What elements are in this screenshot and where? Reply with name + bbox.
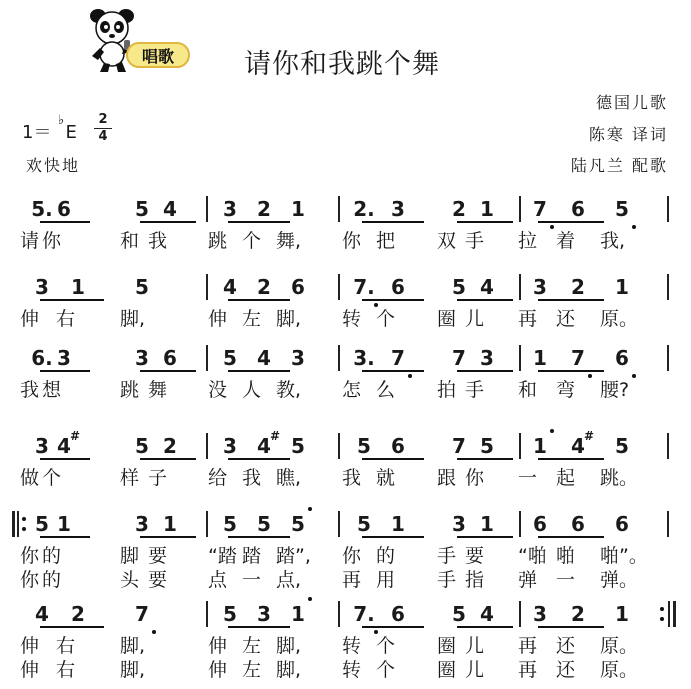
octave-dot <box>632 225 636 229</box>
lyric: 转 <box>342 308 362 330</box>
lyric: 左 <box>242 308 262 330</box>
note: 4 <box>163 197 177 221</box>
lyric: 伸 <box>20 635 40 657</box>
lyric: 样 <box>120 467 140 489</box>
lyric: 么 <box>376 379 396 401</box>
sharp-sign: # <box>270 429 281 443</box>
lyric: 脚, <box>120 659 146 681</box>
lyric: 个 <box>42 467 62 489</box>
lyric: 你 <box>42 230 62 252</box>
lyric: 原。 <box>600 635 639 657</box>
repeat-start-bar <box>12 511 15 537</box>
lyric: 我, <box>600 230 626 252</box>
octave-dot <box>152 630 156 634</box>
note: 3 <box>35 275 49 299</box>
lyric: 起 <box>556 467 576 489</box>
lyric: 脚, <box>276 308 302 330</box>
lyric: 圈 <box>437 308 457 330</box>
lyric: 右 <box>56 659 76 681</box>
lyric: 啪”。 <box>600 545 648 567</box>
beam-underline <box>538 299 604 301</box>
beam-underline <box>140 536 196 538</box>
note: 4 <box>57 434 71 458</box>
beam-underline <box>457 536 513 538</box>
note: 4 <box>480 275 494 299</box>
lyric: 教, <box>276 379 302 401</box>
lyric: 左 <box>242 635 262 657</box>
lyric: 脚, <box>120 635 146 657</box>
lyric: 左 <box>242 659 262 681</box>
bar-line <box>206 345 208 371</box>
note: 1 <box>533 346 547 370</box>
note: 7. <box>353 275 375 299</box>
repeat-dot <box>22 527 26 531</box>
note: 6. <box>31 346 53 370</box>
key-signature: 1＝ E <box>22 122 77 143</box>
note: 1 <box>57 512 71 536</box>
note: 2 <box>571 602 585 626</box>
flat-sign: ♭ <box>58 113 65 128</box>
bar-line <box>667 345 669 371</box>
lyric: 还 <box>556 635 576 657</box>
beam-underline <box>40 458 90 460</box>
lyric: 个 <box>376 659 396 681</box>
lyric: 跳。 <box>600 467 639 489</box>
note: 5 <box>223 346 237 370</box>
lyric: 儿 <box>465 308 485 330</box>
lyric: 手 <box>437 545 457 567</box>
note: 1 <box>615 275 629 299</box>
bar-line <box>667 274 669 300</box>
octave-dot <box>550 225 554 229</box>
note: 7 <box>533 197 547 221</box>
lyric: “啪 <box>518 545 547 567</box>
beam-underline <box>362 536 424 538</box>
note: 4 <box>223 275 237 299</box>
note: 2 <box>452 197 466 221</box>
note: 3 <box>480 346 494 370</box>
note: 6 <box>533 512 547 536</box>
beam-underline <box>40 626 104 628</box>
lyric: 伸 <box>20 659 40 681</box>
lyric: 我 <box>342 467 362 489</box>
note: 5 <box>135 275 149 299</box>
bar-line <box>338 274 340 300</box>
lyric: 个 <box>376 308 396 330</box>
arranger-credit: 陆凡兰 配歌 <box>570 156 668 175</box>
bar-line <box>338 196 340 222</box>
song-title: 请你和我跳个舞 <box>244 49 440 80</box>
note: 5 <box>615 197 629 221</box>
note: 3 <box>291 346 305 370</box>
lyric: 的 <box>42 545 62 567</box>
lyric: 右 <box>56 635 76 657</box>
bar-line <box>519 511 521 537</box>
beam-underline <box>538 221 604 223</box>
beam-underline <box>362 626 424 628</box>
lyric: 再 <box>518 308 538 330</box>
lyric: 你 <box>20 569 40 591</box>
bar-line <box>206 196 208 222</box>
bar-line <box>206 601 208 627</box>
note: 1 <box>533 434 547 458</box>
lyric: 和 <box>518 379 538 401</box>
note: 1 <box>71 275 85 299</box>
note: 5 <box>291 434 305 458</box>
lyric: 原。 <box>600 659 639 681</box>
note: 3 <box>135 512 149 536</box>
note: 6 <box>391 275 405 299</box>
note: 5. <box>31 197 53 221</box>
beam-underline <box>228 458 290 460</box>
lyric: 啪 <box>556 545 576 567</box>
lyric: 弹 <box>518 569 538 591</box>
lyric: 点 <box>208 569 228 591</box>
note: 3 <box>533 275 547 299</box>
note: 7 <box>571 346 585 370</box>
beam-underline <box>538 370 604 372</box>
note: 5 <box>357 434 371 458</box>
lyric: 踏”, <box>276 545 311 567</box>
beam-underline <box>40 221 90 223</box>
lyric: 还 <box>556 308 576 330</box>
lyric: 瞧, <box>276 467 302 489</box>
lyric: 请 <box>20 230 40 252</box>
note: 5 <box>291 512 305 536</box>
lyric: 我 <box>20 379 40 401</box>
lyric: 脚, <box>276 659 302 681</box>
note: 5 <box>452 602 466 626</box>
bar-line <box>206 511 208 537</box>
note: 3 <box>135 346 149 370</box>
note: 3. <box>353 346 375 370</box>
repeat-end-bar-thin <box>668 601 670 627</box>
lyric: 手 <box>465 230 485 252</box>
bar-line <box>206 433 208 459</box>
note: 6 <box>615 346 629 370</box>
lyric: 要 <box>465 545 485 567</box>
lyric: 伸 <box>208 659 228 681</box>
note: 3 <box>391 197 405 221</box>
lyric: 弯 <box>556 379 576 401</box>
repeat-dot <box>660 607 664 611</box>
lyric: 右 <box>56 308 76 330</box>
octave-dot <box>374 630 378 634</box>
octave-dot <box>588 374 592 378</box>
bar-line <box>667 511 669 537</box>
lyric: 圈 <box>437 659 457 681</box>
note: 5 <box>257 512 271 536</box>
note: 1 <box>163 512 177 536</box>
lyric: 的 <box>42 569 62 591</box>
note: 3 <box>257 602 271 626</box>
lyric: 拍 <box>437 379 457 401</box>
lyric: 圈 <box>437 635 457 657</box>
sharp-sign: # <box>70 429 81 443</box>
lyric: 你 <box>342 230 362 252</box>
lyric: 我 <box>242 467 262 489</box>
lyric: 想 <box>42 379 62 401</box>
beam-underline <box>40 370 90 372</box>
section-badge: 唱歌 <box>126 42 190 68</box>
beam-underline <box>140 370 196 372</box>
octave-dot <box>632 374 636 378</box>
lyric: 个 <box>242 230 262 252</box>
beam-underline <box>362 221 424 223</box>
beam-underline <box>457 626 513 628</box>
note: 7 <box>452 346 466 370</box>
repeat-dot <box>22 517 26 521</box>
lyric: 拉 <box>518 230 538 252</box>
bar-line <box>519 274 521 300</box>
lyric: 把 <box>376 230 396 252</box>
note: 3 <box>533 602 547 626</box>
lyric: 再 <box>518 635 538 657</box>
bar-line <box>519 345 521 371</box>
lyric: 手 <box>437 569 457 591</box>
beam-underline <box>538 536 604 538</box>
lyric: 伸 <box>208 635 228 657</box>
lyric: 舞, <box>276 230 302 252</box>
lyric: 脚, <box>120 308 146 330</box>
lyric: 要 <box>148 569 168 591</box>
bar-line <box>519 433 521 459</box>
lyric: 儿 <box>465 635 485 657</box>
beam-underline <box>140 458 196 460</box>
bar-line <box>338 511 340 537</box>
note: 5 <box>223 602 237 626</box>
octave-dot <box>408 374 412 378</box>
note: 3 <box>57 346 71 370</box>
lyric: 用 <box>376 569 396 591</box>
lyric: 儿 <box>465 659 485 681</box>
lyric: 的 <box>376 545 396 567</box>
octave-dot <box>550 429 554 433</box>
note: 5 <box>135 197 149 221</box>
bar-line <box>667 196 669 222</box>
meter-bottom: 4 <box>98 129 108 144</box>
lyricist-credit: 陈寒 译词 <box>588 125 668 144</box>
note: 5 <box>35 512 49 536</box>
lyric: 头 <box>120 569 140 591</box>
note: 6 <box>163 346 177 370</box>
note: 1 <box>291 602 305 626</box>
note: 5 <box>480 434 494 458</box>
lyric: 弹。 <box>600 569 639 591</box>
bar-line <box>519 601 521 627</box>
note: 4 <box>257 434 271 458</box>
lyric: 个 <box>376 635 396 657</box>
meter-top: 2 <box>98 112 108 127</box>
note: 3 <box>223 197 237 221</box>
beam-underline <box>457 299 513 301</box>
lyric: 原。 <box>600 308 639 330</box>
beam-underline <box>362 299 424 301</box>
bar-line <box>519 196 521 222</box>
note: 2 <box>257 197 271 221</box>
bar-line <box>667 433 669 459</box>
repeat-dot <box>660 617 664 621</box>
note: 4 <box>257 346 271 370</box>
octave-dot <box>308 597 312 601</box>
bar-line <box>338 345 340 371</box>
lyric: 跳 <box>120 379 140 401</box>
note: 4 <box>35 602 49 626</box>
lyric: 要 <box>148 545 168 567</box>
note: 6 <box>291 275 305 299</box>
octave-dot <box>308 507 312 511</box>
note: 4 <box>480 602 494 626</box>
note: 4 <box>571 434 585 458</box>
lyric: 点, <box>276 569 302 591</box>
note: 1 <box>615 602 629 626</box>
beam-underline <box>362 458 424 460</box>
lyric: 指 <box>465 569 485 591</box>
note: 7 <box>135 602 149 626</box>
lyric: 腰? <box>600 379 630 401</box>
lyric: 一 <box>518 467 538 489</box>
beam-underline <box>457 221 513 223</box>
note: 2 <box>257 275 271 299</box>
note: 6 <box>571 512 585 536</box>
lyric: 脚 <box>120 545 140 567</box>
beam-underline <box>228 221 290 223</box>
lyric: 着 <box>556 230 576 252</box>
bar-line <box>338 433 340 459</box>
note: 6 <box>571 197 585 221</box>
sharp-sign: # <box>584 429 595 443</box>
note: 5 <box>135 434 149 458</box>
repeat-end-bar <box>673 601 676 627</box>
lyric: 还 <box>556 659 576 681</box>
lyric: 转 <box>342 635 362 657</box>
beam-underline <box>228 536 290 538</box>
lyric: 舞 <box>148 379 168 401</box>
note: 6 <box>391 602 405 626</box>
lyric: 跳 <box>208 230 228 252</box>
lyric: “踏 <box>208 545 237 567</box>
time-signature <box>92 113 114 144</box>
lyric: 一 <box>556 569 576 591</box>
note: 5 <box>357 512 371 536</box>
note: 6 <box>615 512 629 536</box>
note: 6 <box>391 434 405 458</box>
lyric: 给 <box>208 467 228 489</box>
note: 7 <box>452 434 466 458</box>
octave-dot <box>374 303 378 307</box>
note: 5 <box>615 434 629 458</box>
note: 1 <box>480 197 494 221</box>
note: 2 <box>71 602 85 626</box>
song-origin: 德国儿歌 <box>595 93 668 112</box>
lyric: 转 <box>342 659 362 681</box>
beam-underline <box>457 370 513 372</box>
lyric: 做 <box>20 467 40 489</box>
note: 1 <box>391 512 405 536</box>
lyric: 没 <box>208 379 228 401</box>
lyric: 脚, <box>276 635 302 657</box>
note: 5 <box>452 275 466 299</box>
note: 2 <box>163 434 177 458</box>
lyric: 人 <box>242 379 262 401</box>
beam-underline <box>538 458 604 460</box>
lyric: 双 <box>437 230 457 252</box>
note: 2. <box>353 197 375 221</box>
beam-underline <box>457 458 513 460</box>
lyric: 我 <box>148 230 168 252</box>
note: 5 <box>223 512 237 536</box>
lyric: 再 <box>518 659 538 681</box>
bar-line <box>338 601 340 627</box>
beam-underline <box>40 299 104 301</box>
lyric: 你 <box>465 467 485 489</box>
note: 7 <box>391 346 405 370</box>
beam-underline <box>40 536 90 538</box>
note: 1 <box>480 512 494 536</box>
lyric: 伸 <box>20 308 40 330</box>
lyric: 和 <box>120 230 140 252</box>
note: 7. <box>353 602 375 626</box>
beam-underline <box>140 221 196 223</box>
lyric: 怎 <box>342 379 362 401</box>
lyric: 伸 <box>208 308 228 330</box>
beam-underline <box>228 370 290 372</box>
lyric: 跟 <box>437 467 457 489</box>
tempo-marking: 欢快地 <box>26 156 81 175</box>
lyric: 一 <box>242 569 262 591</box>
bar-line <box>206 274 208 300</box>
lyric: 你 <box>342 545 362 567</box>
note: 1 <box>291 197 305 221</box>
beam-underline <box>228 626 290 628</box>
lyric: 子 <box>148 467 168 489</box>
lyric: 再 <box>342 569 362 591</box>
beam-underline <box>362 370 424 372</box>
repeat-start-bar-thin <box>17 511 19 537</box>
note: 6 <box>57 197 71 221</box>
lyric: 手 <box>465 379 485 401</box>
note: 3 <box>452 512 466 536</box>
beam-underline <box>538 626 604 628</box>
lyric: 踏 <box>242 545 262 567</box>
note: 3 <box>35 434 49 458</box>
beam-underline <box>228 299 290 301</box>
lyric: 就 <box>376 467 396 489</box>
note: 2 <box>571 275 585 299</box>
note: 3 <box>223 434 237 458</box>
lyric: 你 <box>20 545 40 567</box>
